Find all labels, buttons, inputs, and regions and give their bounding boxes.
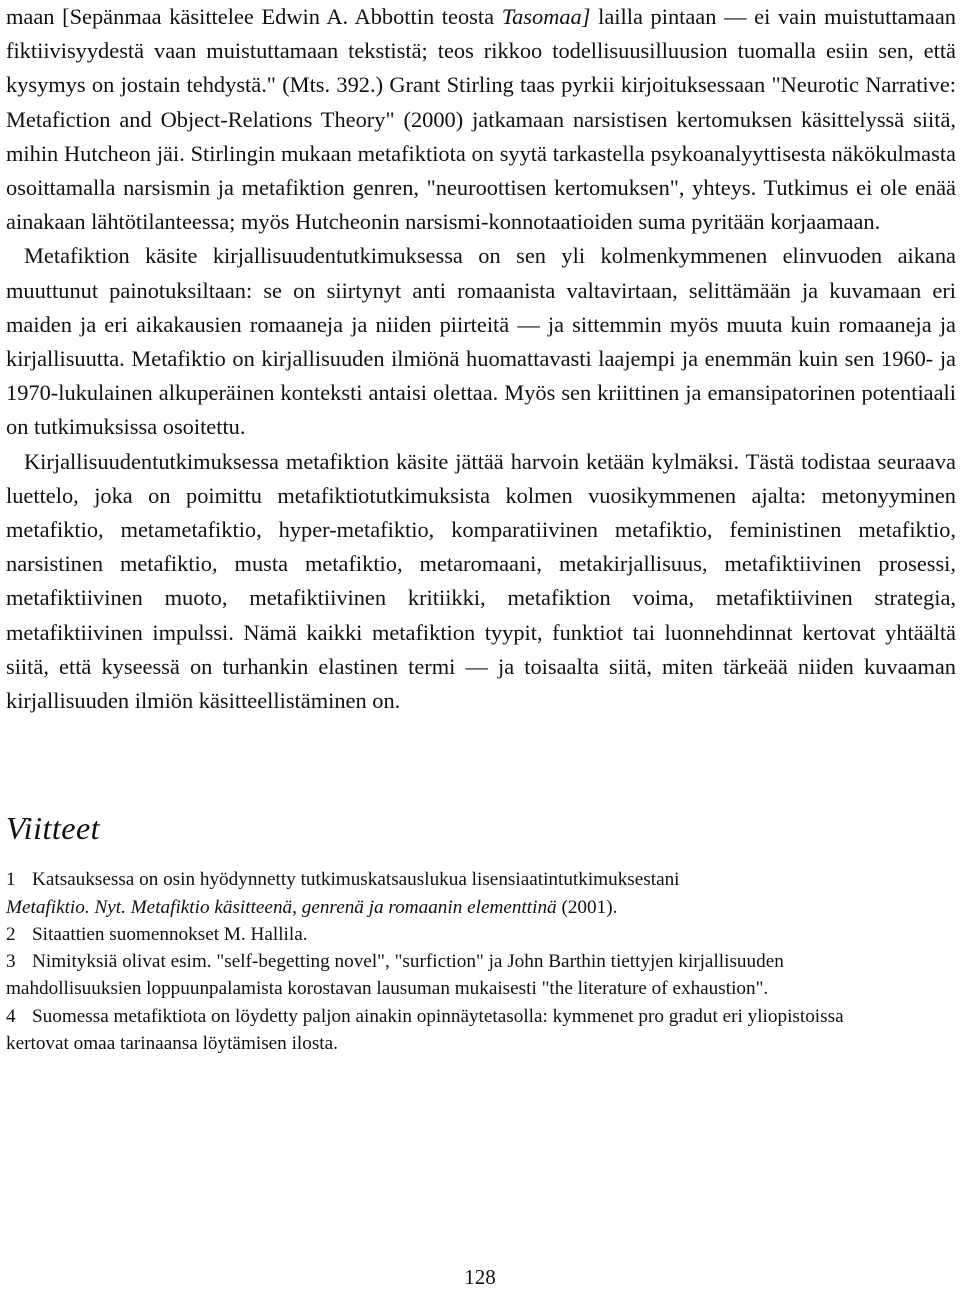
paragraph-3: Kirjallisuudentutkimuksessa metafiktion käsite jättää harvoin ketään kylmäksi. Tästä todistaa seuraava luettelo, joka on poimittu metafiktiotutkimuksista kolmen vuosikymmenen ajalta: metonyyminen metafiktio, metametafiktio, hyper-metafiktio, komparatiivinen metafiktio, feministinen metafiktio, narsistinen metafiktio, musta metafiktio, metaromaani, metakirjallisuus, metafiktiivinen prosessi, metafiktiivinen muoto, metafiktiivinen kritiikki, metafiktion voima, metafiktiivinen strategia, metafiktiivinen impulssi. Nämä kaikki metafiktion tyypit, funktiot tai luonnehdinnat kertovat yhtäältä siitä, että kyseessä on turhankin elastinen termi — ja toisaalta siitä, miten tärkeää niiden kuvaaman kirjallisuuden ilmiön käsitteellistäminen on. <box>6 448 956 714</box>
footnote-tail: (2001). <box>556 896 618 918</box>
body-text <box>6 0 956 718</box>
footnote-text: Suomessa metafiktiota on löydetty paljon ainakin opinnäytetasolla: kymmenet pro gradut eri yliopistoissa kertovat omaa tarinaansa löytämisen ilosta. <box>6 1005 844 1055</box>
book-title-tasomaa: Tasomaa] <box>501 4 591 29</box>
paragraph-2: Metafiktion käsite kirjallisuudentutkimuksessa on sen yli kolmenkymmenen elinvuoden aikana muuttunut painotuksiltaan: se on siirtynyt anti romaanista valtavirtaan, selittämään ja kuvamaan eri maiden ja eri aikakausien romaaneja ja niiden piirteitä — ja sittemmin myös muuta kuin romaaneja ja kirjallisuutta. Metafiktio on kirjallisuuden ilmiönä huomattavasti laajempi ja enemmän kuin sen 1960- ja 1970-lukulainen alkuperäinen konteksti antaisi olettaa. Myös sen kriittinen ja emansipatorinen potentiaali on tutkimuksissa osoitettu. <box>6 243 956 440</box>
footnote-number: 1 <box>6 869 16 891</box>
document-page <box>6 0 956 1057</box>
footnote-3 <box>6 948 866 1003</box>
footnote-4 <box>6 1003 866 1058</box>
notes-heading: Viitteet <box>6 810 101 847</box>
footnote-number: 4 <box>6 1005 16 1027</box>
footnote-italic-title: Metafiktio. Nyt. Metafiktio käsitteenä, genrenä ja romaanin elementtinä <box>6 896 557 918</box>
footnote-2 <box>6 921 866 948</box>
footnote-text: Nimityksiä olivat esim. "self-begetting novel", "surfiction" ja John Barthin tiettyjen kirjallisuuden mahdollisuuksien loppuunpalamista korostavan lausuman mukaisesti "the literature of exhaustion". <box>6 951 784 1000</box>
footnote-number: 2 <box>6 923 16 945</box>
paragraph-1-rest: lailla pintaan — ei vain muistuttamaan fiktiivisyydestä vaan muistuttamaan tekstistä; teos rikkoo todellisuusilluusion tuomalla esiin sen, että kysymys on jostain tehdystä." (Mts. 392.) Grant Stirling taas pyrkii kirjoituksessaan "Neurotic Narrative: Metafiction and Object-Relations Theory" (2000) jatkamaan narsistisen kertomuksen käsittelyssä siitä, mihin Hutcheon jäi. Stirlingin mukaan metafiktiota on syytä tarkastella psykoanalyyttisesta näkökulmasta osoittamalla narsismin ja metafiktion genren, "neuroottisen kertomuksen", yhteys. Tutkimus ei ole enää ainakaan lähtötilanteessa; myös Hutcheonin narsismi-konnotaatioiden suma pyritään korjaamaan. <box>6 4 956 235</box>
footnote-number: 3 <box>6 951 16 973</box>
paragraph-1-start: maan [Sepänmaa käsittelee Edwin A. Abbottin teosta <box>6 4 502 29</box>
paragraph-1 <box>6 0 956 239</box>
footnote-text: Sitaattien suomennokset M. Hallila. <box>32 923 308 945</box>
footnotes <box>6 866 956 1057</box>
page-number: 128 <box>464 1265 496 1289</box>
footnote-text: Katsauksessa on osin hyödynnetty tutkimuskatsauslukua lisensiaatintutkimuksestani <box>32 869 680 891</box>
footnote-1 <box>6 866 866 921</box>
